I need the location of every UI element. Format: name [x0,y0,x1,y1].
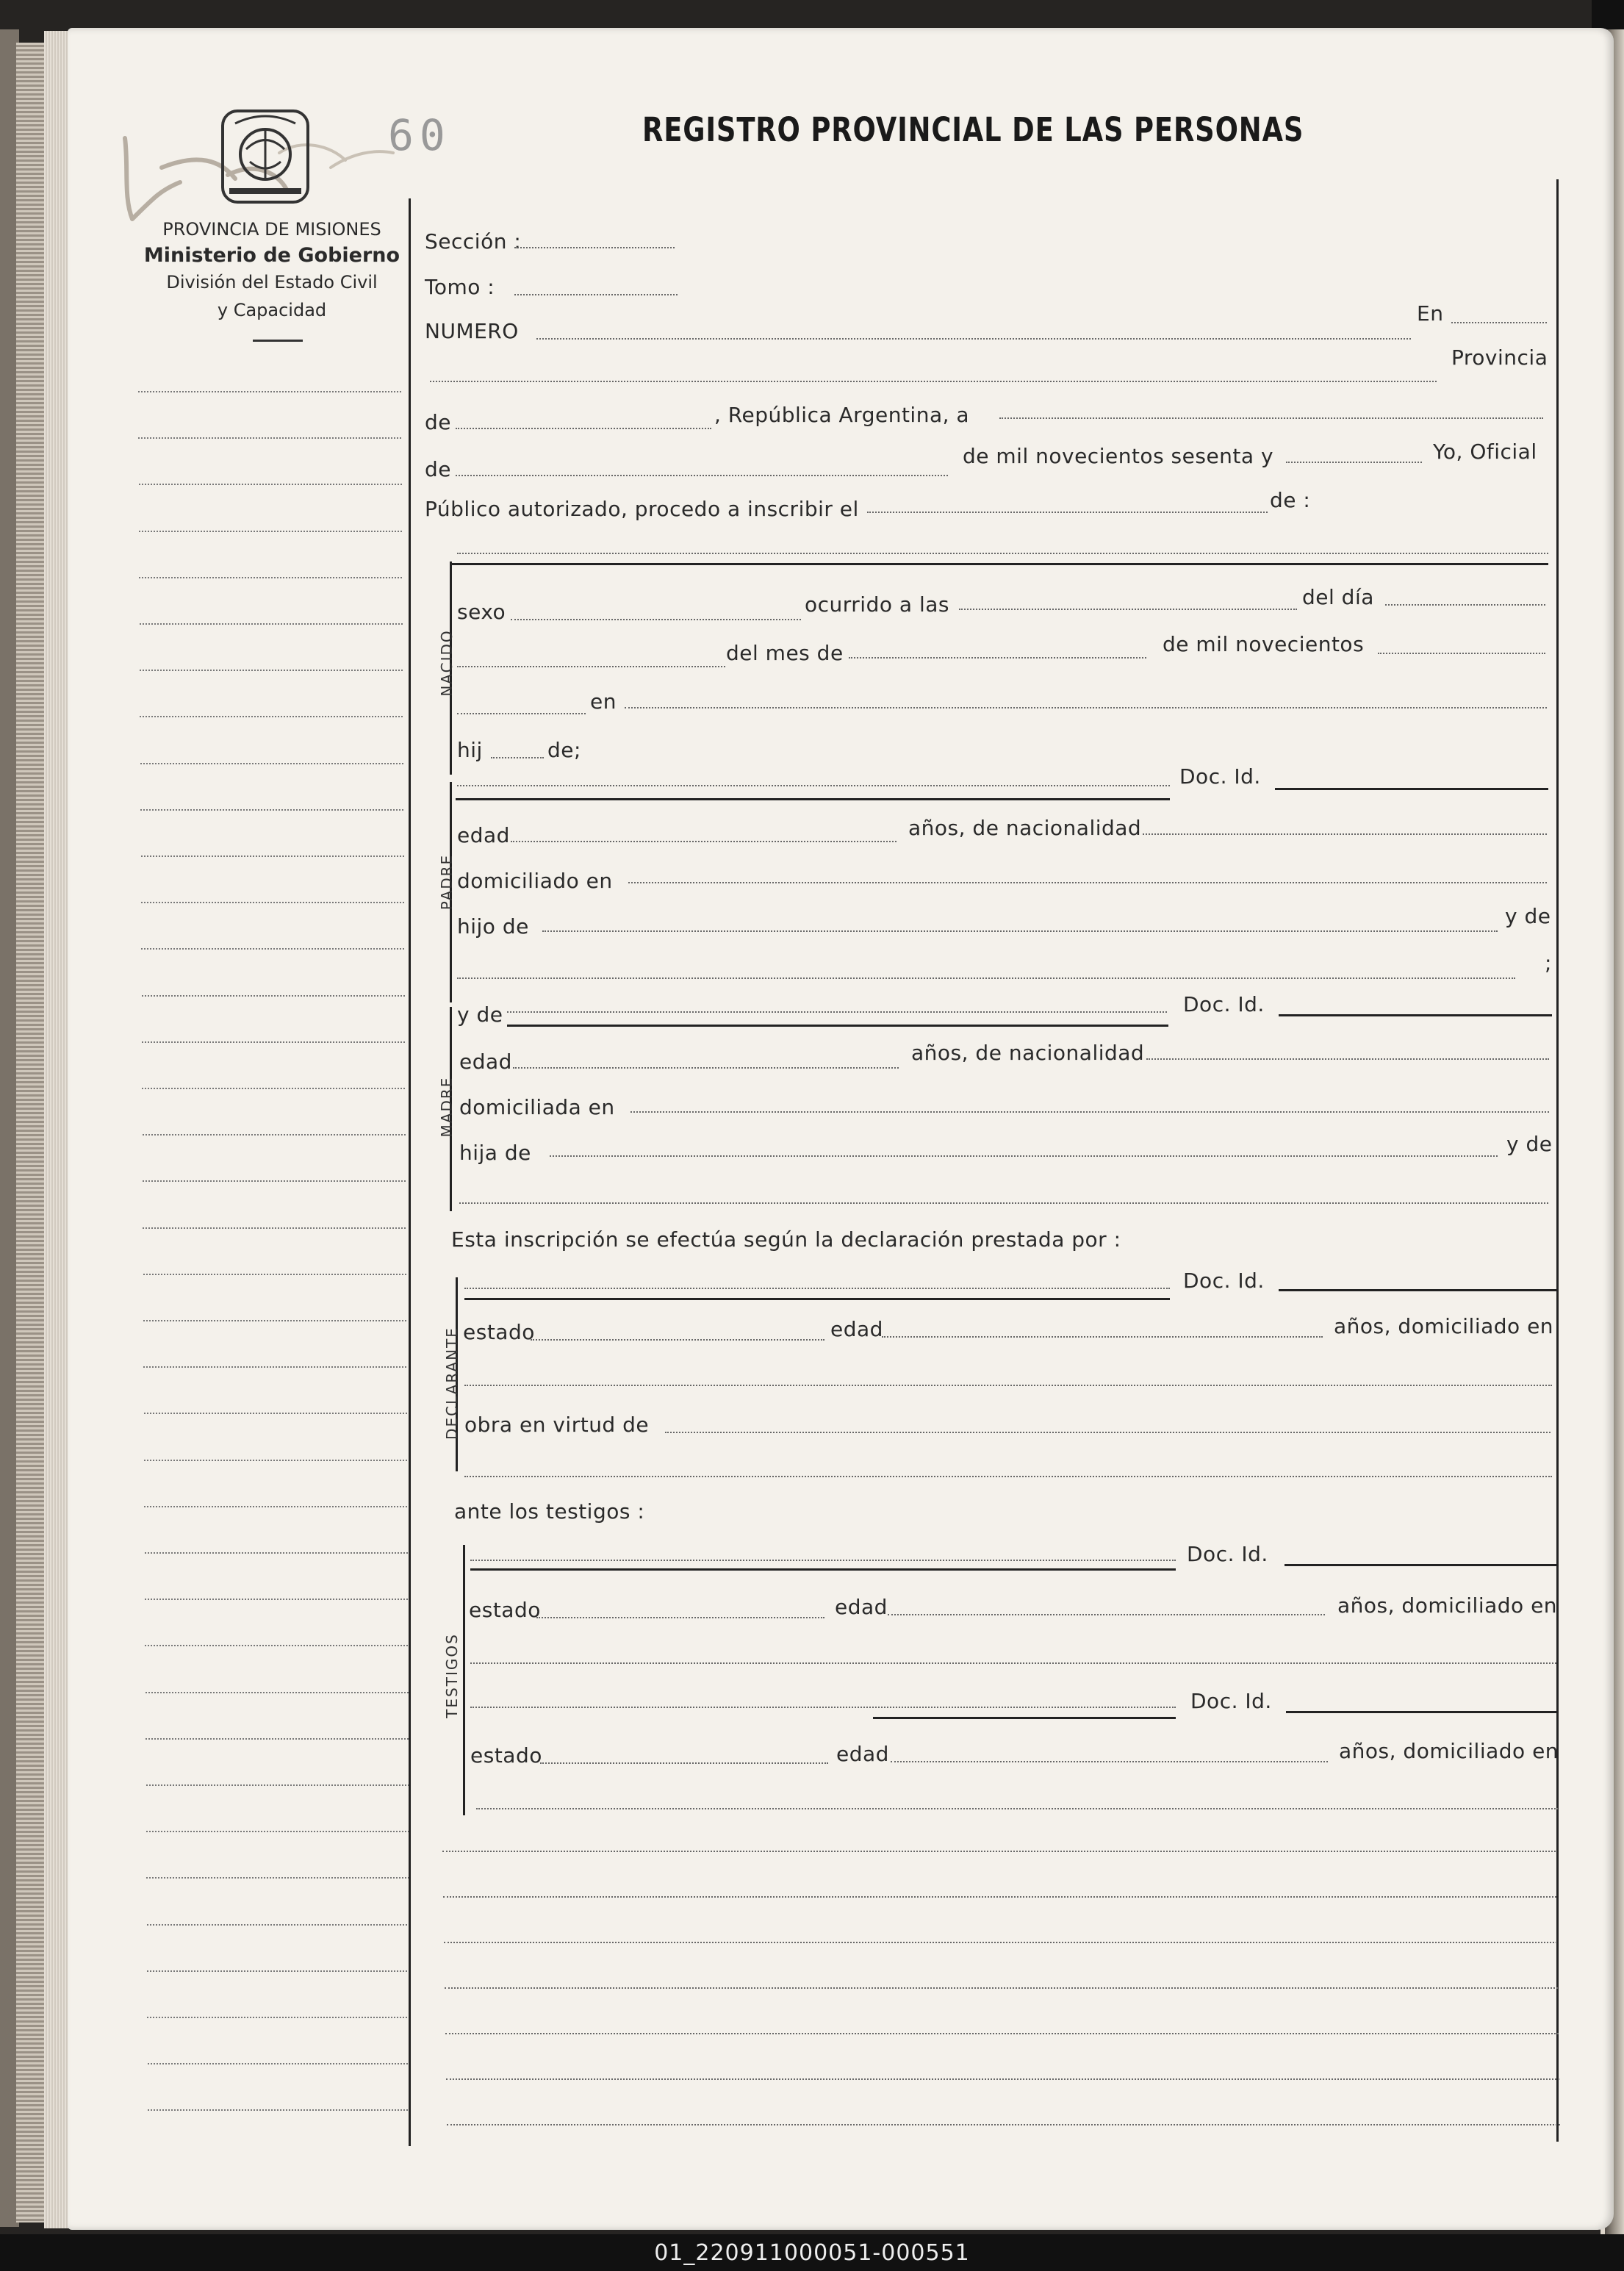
padre-nacionalidad-field[interactable] [1143,833,1547,835]
madre-yde2-label: y de [1506,1132,1553,1156]
padre-doc-field[interactable] [1275,788,1548,790]
padre-label: PADRE [438,853,456,911]
testigo1-estado-field[interactable] [536,1617,824,1618]
madre-domicilio-field[interactable] [630,1111,1549,1113]
observacion-line[interactable] [445,2033,1559,2034]
margin-line[interactable] [142,1088,405,1089]
margin-line[interactable] [145,1738,409,1740]
padre-nombre-field[interactable] [457,785,1170,786]
madre-hija-label: hija de [459,1141,531,1165]
padre-yde-label: y de [1505,904,1551,928]
mil-novecientos-label: de mil novecientos [1163,632,1365,656]
margin-line[interactable] [143,1320,406,1321]
declarante-doc-field[interactable] [1279,1289,1556,1291]
image-id-footer: 01_220911000051-000551 [0,2234,1624,2271]
margin-line[interactable] [141,902,404,903]
margin-line[interactable] [141,948,404,950]
declarante-anos-label: años, domiciliado en [1334,1314,1554,1338]
provincia-field[interactable] [430,381,1437,382]
margin-line[interactable] [139,484,402,485]
margin-line[interactable] [147,2017,410,2018]
form-right-border [1556,179,1559,2142]
division-name-2: y Capacidad [217,300,327,320]
testigo1-anos-label: años, domiciliado en [1337,1593,1558,1618]
margin-line[interactable] [138,391,401,392]
margin-line[interactable] [143,1227,406,1229]
padre-semicolon: ; [1545,951,1552,975]
madre-rule [507,1025,1168,1027]
madre-edad-label: edad [459,1050,512,1074]
ano-nac-field-2[interactable] [457,713,586,714]
testigo2-edad-label: edad [836,1742,889,1766]
observacion-line[interactable] [445,1987,1558,1989]
declarante-extra-field[interactable] [464,1476,1552,1477]
margin-line[interactable] [140,716,403,717]
testigo2-estado-field[interactable] [540,1762,828,1764]
testigo2-rule [873,1717,1176,1719]
margin-line[interactable] [139,577,402,578]
en-label: En [1417,301,1444,326]
dia-text-field[interactable] [457,666,725,667]
division-name: División del Estado Civil [166,272,378,293]
margin-line[interactable] [143,1180,406,1182]
margin-line[interactable] [140,763,403,764]
page-number: 60 [388,110,451,160]
padre-rule [456,798,1170,800]
margin-line[interactable] [145,1645,408,1646]
header-rule [253,340,303,342]
margin-line[interactable] [141,855,404,857]
sexo-field[interactable] [511,619,801,620]
ano-field[interactable] [1286,462,1422,463]
margin-line[interactable] [138,437,401,439]
province-name: PROVINCIA DE MISIONES [162,219,381,240]
testigo2-doc-label: Doc. Id. [1190,1689,1272,1713]
padre-hijo-label: hijo de [457,914,529,939]
declaracion-text: Esta inscripción se efectúa según la declaración prestada por : [451,1227,1121,1252]
mil-sesenta-label: de mil novecientos sesenta y [963,444,1274,468]
margin-line[interactable] [145,1692,409,1693]
margin-line[interactable] [142,995,405,997]
madre-label: MADRE [438,1076,456,1138]
margin-line[interactable] [142,1041,405,1043]
sexo-label: sexo [457,600,506,624]
background-corner [1592,0,1624,29]
testigo1-edad-field[interactable] [888,1614,1325,1615]
fecha-field[interactable] [999,417,1543,419]
testigos-intro: ante los testigos : [454,1499,645,1524]
padre-hijo-field[interactable] [542,930,1498,932]
seccion-field[interactable] [514,247,675,248]
margin-line[interactable] [143,1366,406,1368]
publico-label: Público autorizado, procedo a inscribir el [425,497,859,521]
testigo2-anos-label: años, domiciliado en [1339,1739,1559,1763]
en-nac-label: en [590,689,617,714]
margin-line[interactable] [145,1599,408,1600]
declarante-edad-label: edad [830,1317,883,1341]
hij-label: hij [457,738,483,762]
observacion-line[interactable] [446,2078,1559,2080]
registry-page [68,28,1614,2230]
margin-line[interactable] [144,1413,407,1414]
page-title: REGISTRO PROVINCIAL DE LAS PERSONAS [642,110,1304,149]
observacion-line[interactable] [443,1896,1556,1898]
margin-line[interactable] [143,1274,406,1275]
del-dia-label: del día [1302,585,1374,609]
margin-line[interactable] [143,1134,406,1136]
margin-line[interactable] [147,1970,410,1972]
nacido-rule [450,563,1548,565]
declarante-label: DECLARANTE [443,1327,461,1440]
testigo2-domicilio-field[interactable] [476,1808,1558,1809]
dia-field[interactable] [1385,604,1545,606]
padre-anos-label: años, de nacionalidad [908,816,1142,840]
margin-line[interactable] [148,2109,411,2111]
padre-domicilio-label: domiciliado en [457,869,613,893]
padre-domicilio-field[interactable] [628,882,1547,883]
madre-domicilio-label: domiciliada en [459,1095,615,1119]
de-field-2[interactable] [456,475,948,476]
nombre-field[interactable] [457,553,1548,554]
margin-line[interactable] [140,670,403,671]
testigo1-doc-label: Doc. Id. [1187,1542,1268,1566]
testigos-bracket [463,1545,465,1815]
margin-line[interactable] [146,1877,409,1879]
hij-field[interactable] [491,757,544,758]
testigo2-estado-label: estado [470,1743,542,1768]
margin-line[interactable] [140,809,403,811]
mes-field[interactable] [849,657,1146,659]
ministry-name: Ministerio de Gobierno [143,244,400,267]
hora-field[interactable] [959,609,1297,610]
ano-nac-field[interactable] [1378,653,1545,654]
madre-abuela-field[interactable] [459,1202,1548,1204]
observacion-line[interactable] [442,1851,1556,1852]
margin-line[interactable] [146,1784,409,1786]
padre-edad-label: edad [457,823,510,847]
declarante-obra-field[interactable] [665,1432,1551,1433]
madre-nombre-field[interactable] [507,1011,1167,1013]
province-seal-icon [220,109,310,204]
testigo1-estado-label: estado [469,1598,541,1622]
testigo2-nombre-field[interactable] [470,1707,1176,1708]
margin-line[interactable] [148,2063,411,2064]
de-label-2: de [425,457,451,481]
madre-hija-field[interactable] [550,1155,1498,1157]
declarante-rule [464,1298,1170,1300]
de-colon-label: de : [1270,488,1311,512]
madre-doc-field[interactable] [1279,1014,1552,1016]
declarante-estado-label: estado [463,1320,535,1344]
yo-oficial-label: Yo, Oficial [1433,440,1537,464]
numero-label: NUMERO [425,319,519,343]
declarante-doc-label: Doc. Id. [1183,1269,1265,1293]
testigo2-edad-field[interactable] [891,1761,1328,1762]
madre-yde-label: y de [457,1002,503,1027]
margin-line[interactable] [139,531,402,532]
madre-anos-label: años, de nacionalidad [911,1041,1145,1065]
tomo-label: Tomo : [425,275,495,299]
declarante-obra-label: obra en virtud de [464,1413,650,1437]
declarante-edad-field[interactable] [882,1336,1323,1338]
padre-edad-field[interactable] [511,841,897,842]
ocurrido-label: ocurrido a las [805,592,949,617]
de-field-1[interactable] [456,428,711,429]
madre-nacionalidad-field[interactable] [1146,1058,1549,1060]
de-label-1: de [425,410,451,434]
margin-line[interactable] [147,1924,410,1926]
en-field[interactable] [1451,322,1547,323]
book-spine [16,43,46,2222]
tomo-field[interactable] [514,294,678,295]
observacion-line[interactable] [444,1942,1557,1943]
testigo1-rule [470,1568,1176,1571]
testigo1-edad-label: edad [835,1595,888,1619]
padre-abuela-field[interactable] [457,977,1515,979]
provincia-label: Provincia [1451,345,1548,370]
form-left-border [409,198,411,2146]
del-mes-label: del mes de [726,641,844,665]
de-hij-label: de; [547,738,581,762]
testigo1-doc-field[interactable] [1285,1564,1558,1566]
declarante-nombre-field[interactable] [464,1288,1170,1289]
madre-edad-field[interactable] [513,1067,899,1069]
testigo1-domicilio-field[interactable] [470,1662,1556,1664]
margin-line[interactable] [144,1460,407,1461]
margin-line[interactable] [146,1831,409,1832]
republica-label: , República Argentina, a [714,403,970,427]
margin-line[interactable] [145,1552,408,1554]
numero-field[interactable] [536,338,1411,340]
seccion-label: Sección : [425,229,522,254]
testigo1-nombre-field[interactable] [470,1560,1176,1561]
padre-doc-label: Doc. Id. [1179,764,1261,789]
nacido-label: NACIDO [438,629,456,697]
margin-line[interactable] [140,623,403,625]
testigo2-doc-field[interactable] [1286,1711,1558,1713]
declarante-domicilio-field[interactable] [464,1385,1552,1386]
inscribir-field[interactable] [867,512,1268,513]
madre-doc-label: Doc. Id. [1183,992,1265,1016]
observacion-line[interactable] [447,2124,1560,2125]
margin-line[interactable] [144,1506,407,1507]
declarante-estado-field[interactable] [531,1339,824,1341]
testigos-label: TESTIGOS [443,1633,461,1718]
lugar-nac-field[interactable] [625,707,1547,708]
